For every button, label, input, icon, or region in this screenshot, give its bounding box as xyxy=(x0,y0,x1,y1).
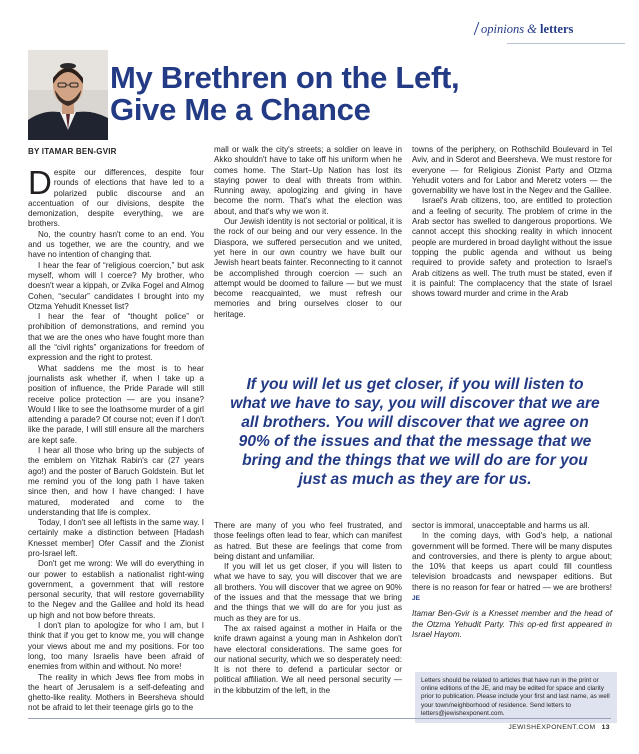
paragraph: I don't plan to apologize for who I am, but I think that if you get to know me, you will change your views about me and my positions. For too long, too many Israelis have been afraid of enemies from within and without. No more! xyxy=(28,621,204,672)
end-mark: JE xyxy=(412,595,420,603)
article-column-2-top xyxy=(214,145,402,320)
paragraph: mall or walk the city's streets; a soldier on leave in Akko shouldn't have to take off his uniform when he comes home. The Start–Up Nation has lost its staying power to deal with threats from within. Running away, apologizing and giving in have become the norm. That's what the election was about, and that's why we won it. xyxy=(214,145,402,216)
paragraph: I hear the fear of “religious coercion,” but ask myself, whom will I coerce? My brother, who doesn't wear a kippah, or Zvika Fogel and Almog Cohen, “secular” candidates I brought into my Otzma Yehudit Knesset list? xyxy=(28,260,204,311)
paragraph: Our Jewish identity is not sectorial or political, it is the rock of our being and our very essence. In the Diaspora, we suffered persecution and we united, yet here in our own country we have built our Jewish heart beats fainter. Reconnecting to it cannot be accomplished through coercion — such an attempt would be doomed to failure — but we must become reacquainted, we must refresh our memories and bring ourselves closer to our heritage. xyxy=(214,217,402,319)
footer-site: JEWISHEXPONENT.COM xyxy=(508,724,596,731)
article-title xyxy=(110,62,470,126)
drop-cap: D xyxy=(28,164,52,201)
article-column-3-top xyxy=(412,145,612,299)
letters-policy-box: Letters should be related to articles that have run in the print or online editions of the JE, and may be edited for space and clarity prior to publication. Please include your first and last name, as well your town/neighborhood of residence. Send letters to letters@jewishexponent.com. xyxy=(415,672,617,723)
slash-divider-icon xyxy=(474,22,480,35)
pull-quote-line: just as much as they are for us. xyxy=(298,471,532,488)
paragraph: There are many of you who feel frustrated, and those feelings often lead to fear, which can manifest as hatred. But these are feelings that come from being distant and unfamiliar. xyxy=(214,521,402,561)
author-bio xyxy=(412,609,612,640)
section-prefix: opinions & xyxy=(481,22,541,36)
article-column-1 xyxy=(28,164,204,714)
section-tag xyxy=(476,22,626,37)
section-suffix: letters xyxy=(540,22,574,36)
article-column-2-bottom xyxy=(214,521,402,696)
paragraph: Don't get me wrong: We will do everything in our power to establish a nationalist right-wing government, a government that will restore personal security, that will restore governability to the Negev and the Galilee and hold its head up high and not bow before threats. xyxy=(28,559,204,620)
pull-quote-line: what we have to say, you will discover that we are xyxy=(230,395,600,412)
paragraph: I hear the fear of “thought police” or prohibition of demonstrations, and remind you that we are the ones who have fought more than all the “civil rights” organizations for freedom of expression and the right to protest. xyxy=(28,312,204,363)
paragraph: Israel's Arab citizens, too, are entitled to protection and a feeling of security. The problem of crime in the Arab sector has swelled to dangerous proportions. We cannot accept this shocking reality in which innocent people are murdered in broad daylight without the issue topping the public agenda and without us being required to provide safety and protection to Israel's Arab citizens as well. The truth must be stated, even if it is painful: The complacency that the state of Israel shows toward murder and crime in the Arab xyxy=(412,196,612,299)
paragraph: Today, I don't see all leftists in the same way. I certainly make a distinction between [Hadash Knesset member] Ofer Cassif and the Zionist pro-Israel left. xyxy=(28,518,204,558)
paragraph: sector is immoral, unacceptable and harms us all. xyxy=(412,521,590,530)
paragraph-text: In the coming days, with God's help, a national government will be formed. There will be many disputes and controversies, and there is plenty to argue about; the 10% that keeps us apart could fill countless television broadcasts and newspaper editions. But there is no reason for fear or hatred — we are brothers! xyxy=(412,531,612,592)
page-footer xyxy=(460,724,610,731)
pull-quote-line: If you will let us get closer, if you will listen to xyxy=(246,376,584,393)
title-line-1: My Brethren on the Left, xyxy=(110,60,460,95)
paragraph xyxy=(412,531,612,604)
pull-quote xyxy=(220,375,610,489)
paragraph xyxy=(28,164,204,230)
section-rule xyxy=(507,43,625,44)
paragraph: No, the country hasn't come to an end. You and us together, we are the country, and we have no intention of changing that. xyxy=(28,229,204,260)
byline: BY ITAMAR BEN-GVIR xyxy=(28,147,117,156)
paragraph: The ax raised against a mother in Haifa or the knife drawn against a young man in Ashkelon don't have electoral considerations. The same goes for our national security, which we so desperately need: It is not there to defend a particular sector or political affiliation. We all need personal security — in the kibbutzim of the left, in the xyxy=(214,623,402,695)
article-column-3-bottom xyxy=(412,521,612,640)
paragraph: If you will let us get closer, if you will listen to what we have to say, you will discover that we are all brothers. You will discover that we agree on 90% of the issues and that the message that we bring and the things that we will do are for you just as much as they are for us. xyxy=(214,562,402,623)
footer-rule xyxy=(28,718,611,719)
pull-quote-line: all brothers. You will discover that we agree on xyxy=(241,414,589,431)
paragraph: The reality in which Jews flee from mobs in the heart of Jerusalem is a self-defeating and ghetto-like reality. Mothers in Beersheva should not be afraid to let their teenage girls go to the xyxy=(28,672,204,713)
pull-quote-line: bring and the things that we will do are for you xyxy=(242,452,588,469)
author-photo xyxy=(28,50,108,140)
page-number: 13 xyxy=(601,724,610,731)
paragraph: towns of the periphery, on Rothschild Boulevard in Tel Aviv, and in Sderot and Beersheva. We must restore for everyone — for Religious Zionist Party and Otzma Yehudit voters and for Labor and Meretz voters — the governability we have lost in the Negev and the Galilee. xyxy=(412,145,612,196)
pull-quote-line: 90% of the issues and that the message that we xyxy=(238,433,592,450)
paragraph-text: espite our differences, despite four rounds of elections that have led to a polarized public discourse and an accentuation of our divisions, despite the demonization, despite everything, we are brothers. xyxy=(28,168,204,229)
title-line-2: Give Me a Chance xyxy=(110,92,371,127)
paragraph: What saddens me the most is to hear journalists ask whether if, when I take up a position of influence, the Pride Parade will still receive police protection — are you insane? Would I like to see the loathsome murder of a girl attending a parade? Of course not; even if I don't like the parade, I will still ensure all the marchers are kept safe. xyxy=(28,363,204,445)
paragraph: I hear all those who bring up the subjects of the emblem on Yitzhak Rabin's car (27 years ago!) and the poster of Baruch Goldstein. But let me remind you of the long path I have taken since then, and how I have changed: I have matured, moderated and come to the understanding that life is complex. xyxy=(28,446,204,517)
bio-text: Itamar Ben-Gvir is a Knesset member and the head of the Otzma Yehudit Party. This op-ed first appeared in Israel Hayom. xyxy=(412,609,612,639)
